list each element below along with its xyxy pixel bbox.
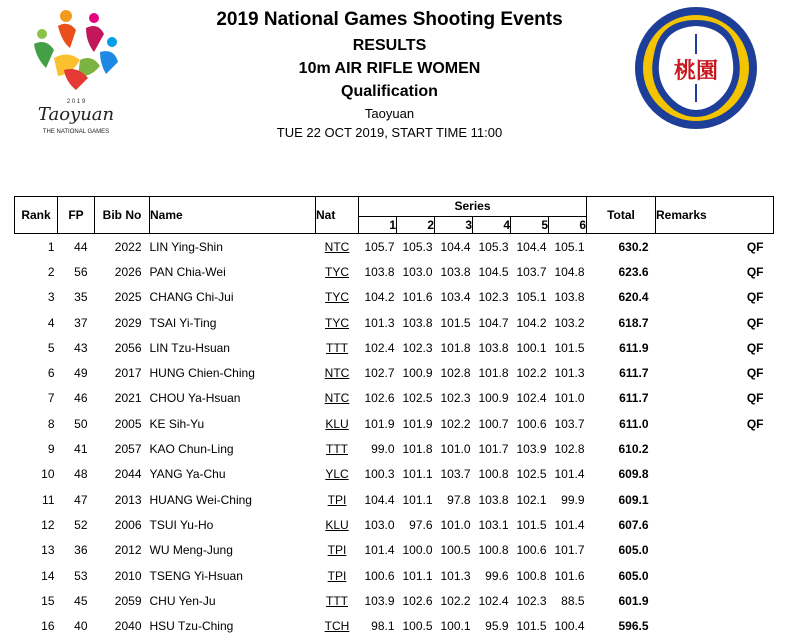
total-score: 611.7 [619,391,649,406]
nat-code: TTT [326,593,348,608]
series-score: 100.8 [478,467,509,482]
total-score: 611.9 [619,340,649,355]
venue: Taoyuan [364,106,415,121]
series-score: 101.9 [364,416,395,431]
date-time: TUE 22 OCT 2019, START TIME 11:00 [276,125,503,140]
nat-code-cell [316,335,359,360]
series-score: 95.9 [485,619,509,634]
nat-code-cell [316,563,359,588]
rank: 8 [47,416,55,431]
series-score: 101.5 [516,517,547,532]
document-subtitle: RESULTS [352,37,427,54]
remarks: QF [746,391,764,406]
firing-point: 37 [74,315,88,330]
nat-code: YLC [325,467,349,482]
rank: 15 [41,593,55,608]
remarks: QF [746,340,764,355]
firing-point: 49 [74,366,88,381]
total-score: 605.0 [618,568,649,583]
firing-point: 41 [74,442,88,457]
series-score: 102.2 [516,366,547,381]
table-row [15,563,774,588]
total-score: 607.6 [618,517,649,532]
results-table [14,196,774,639]
series-score: 105.1 [516,290,547,305]
series-score: 103.8 [478,492,509,507]
athlete-name: HUANG Wei-Ching [149,492,252,507]
table-row [15,285,774,310]
athlete-name: TSAI Yi-Ting [149,315,217,330]
table-row [15,411,774,436]
bib-no: 2029 [114,315,142,330]
series-score: 100.5 [402,619,433,634]
series-score: 102.2 [440,416,471,431]
series-num: 4 [473,216,511,233]
series-score: 105.7 [364,239,395,254]
bib-no: 2006 [114,517,142,532]
nat-code: NTC [324,391,350,406]
remarks [656,563,774,588]
series-score: 100.1 [516,340,547,355]
firing-point: 44 [74,239,88,254]
nat-code: NTC [324,366,350,381]
series-score: 100.0 [402,543,433,558]
remarks [656,462,774,487]
series-score: 99.0 [371,442,395,457]
nat-code: TPI [327,568,347,583]
series-score: 102.3 [478,290,509,305]
series-score: 100.9 [478,391,509,406]
nat-code: KLU [325,416,349,431]
firing-point: 40 [74,619,88,634]
nat-code-cell [316,310,359,335]
nat-code-cell [316,259,359,284]
series-score: 102.6 [364,391,395,406]
nat-code: NTC [324,239,350,254]
col-series: Series [359,197,587,217]
series-score: 103.8 [554,290,585,305]
series-score: 105.1 [554,239,585,254]
firing-point: 56 [74,264,88,279]
table-row [15,512,774,537]
remarks: QF [746,366,764,381]
series-score: 103.9 [364,593,395,608]
series-score: 101.5 [440,315,471,330]
firing-point: 36 [74,543,88,558]
remarks: QF [746,315,764,330]
logo-city: Taoyuan [37,104,115,125]
total-score: 618.7 [618,315,649,330]
series-score: 101.1 [402,492,433,507]
table-row [15,259,774,284]
remarks: QF [746,239,764,254]
rank: 6 [47,366,55,381]
bib-no: 2044 [114,467,142,482]
rank: 9 [47,442,55,457]
nat-code: TCH [324,619,350,634]
nat-code-cell [316,234,359,260]
table-row [15,234,774,260]
athlete-name: CHOU Ya-Hsuan [149,391,241,406]
nat-code: TPI [327,492,347,507]
athlete-name: KAO Chun-Ling [149,442,234,457]
firing-point: 46 [74,391,88,406]
firing-point: 45 [74,593,88,608]
table-row [15,335,774,360]
total-score: 611.0 [619,416,649,431]
series-score: 101.3 [440,568,471,583]
series-score: 103.8 [364,264,395,279]
logo-year: 2 0 1 9 [66,99,86,105]
series-num: 5 [511,216,549,233]
series-score: 88.5 [561,593,585,608]
nat-code: TYC [325,315,349,330]
series-score: 103.2 [554,315,585,330]
rank: 10 [41,467,55,482]
rank: 2 [47,264,55,279]
bib-no: 2010 [114,568,142,583]
bib-no: 2012 [114,543,142,558]
table-row [15,386,774,411]
series-score: 102.5 [402,391,433,406]
athlete-name: HSU Tzu-Ching [149,619,234,634]
athlete-name: LIN Tzu-Hsuan [149,340,230,355]
series-score: 100.6 [364,568,395,583]
nat-code-cell [316,285,359,310]
series-score: 103.7 [516,264,547,279]
nat-code-cell [316,462,359,487]
results-body [15,234,774,639]
series-score: 101.7 [554,543,585,558]
total-score: 623.6 [618,264,649,279]
total-score: 611.7 [619,366,649,381]
nat-code: KLU [325,517,349,532]
series-score: 100.3 [364,467,395,482]
series-score: 103.9 [516,442,547,457]
remarks [656,613,774,638]
athlete-name: CHU Yen-Ju [149,593,216,608]
col-bib: Bib No [95,197,150,234]
remarks: QF [746,290,764,305]
series-score: 100.5 [440,543,471,558]
series-score: 101.5 [554,340,585,355]
firing-point: 48 [74,467,88,482]
table-row [15,436,774,461]
series-score: 101.0 [440,517,471,532]
rank: 3 [47,290,55,305]
bib-no: 2021 [114,391,142,406]
bib-no: 2017 [114,366,142,381]
emblem-text: 桃園 [673,59,719,84]
total-score: 596.5 [618,619,649,634]
nat-code-cell [316,538,359,563]
nat-code-cell [316,360,359,385]
series-score: 103.4 [440,290,471,305]
series-score: 103.8 [440,264,471,279]
total-score: 609.8 [618,467,649,482]
series-score: 102.6 [402,593,433,608]
table-row [15,360,774,385]
series-score: 102.7 [364,366,395,381]
table-row [15,538,774,563]
series-score: 101.0 [440,442,471,457]
nat-code-cell [316,588,359,613]
series-score: 100.8 [478,543,509,558]
logo-caption: THE NATIONAL GAMES [42,129,110,135]
athlete-name: TSENG Yi-Hsuan [149,568,243,583]
col-name: Name [150,197,316,234]
series-score: 101.8 [402,442,433,457]
nat-code-cell [316,613,359,638]
rank: 1 [47,239,55,254]
series-score: 102.4 [364,340,395,355]
series-score: 103.0 [364,517,395,532]
series-score: 104.7 [478,315,509,330]
nat-code: TTT [326,442,348,457]
athlete-name: PAN Chia-Wei [149,264,226,279]
event-name: 10m AIR RIFLE WOMEN [298,60,481,77]
bib-no: 2025 [114,290,142,305]
athlete-name: KE Sih-Yu [149,416,205,431]
series-score: 102.2 [440,593,471,608]
series-score: 101.1 [402,568,433,583]
athlete-name: YANG Ya-Chu [149,467,226,482]
col-rank: Rank [15,197,58,234]
series-score: 101.8 [440,340,471,355]
series-score: 101.7 [478,442,509,457]
document-title: 2019 National Games Shooting Events [216,9,563,30]
rank: 16 [41,619,55,634]
bib-no: 2056 [114,340,142,355]
col-nat: Nat [316,197,359,234]
athlete-name: TSUI Yu-Ho [149,517,214,532]
bib-no: 2026 [114,264,142,279]
series-score: 100.4 [554,619,585,634]
nat-code-cell [316,411,359,436]
series-score: 97.6 [409,517,433,532]
series-score: 97.8 [447,492,471,507]
series-score: 102.8 [440,366,471,381]
rank: 7 [47,391,55,406]
remarks [656,538,774,563]
table-row [15,588,774,613]
rank: 13 [41,543,55,558]
table-row [15,613,774,638]
series-score: 103.7 [440,467,471,482]
series-score: 102.5 [516,467,547,482]
series-score: 102.3 [402,340,433,355]
series-score: 103.8 [478,340,509,355]
bib-no: 2005 [114,416,142,431]
nat-code-cell [316,487,359,512]
series-num: 6 [549,216,587,233]
col-remarks: Remarks [656,197,774,234]
event-phase: Qualification [341,83,438,100]
series-score: 105.3 [478,239,509,254]
series-score: 101.8 [478,366,509,381]
firing-point: 43 [74,340,88,355]
series-score: 99.6 [485,568,509,583]
total-score: 601.9 [618,593,649,608]
table-row [15,487,774,512]
col-total: Total [587,197,656,234]
rank: 12 [41,517,55,532]
col-fp: FP [58,197,95,234]
series-score: 101.4 [554,467,585,482]
series-score: 101.1 [402,467,433,482]
series-score: 101.9 [402,416,433,431]
athlete-name: CHANG Chi-Jui [149,290,234,305]
nat-code-cell [316,436,359,461]
total-score: 620.4 [618,290,649,305]
rank: 4 [47,315,55,330]
series-score: 102.1 [516,492,547,507]
series-score: 102.8 [554,442,585,457]
series-score: 104.4 [364,492,395,507]
series-num: 1 [359,216,397,233]
series-score: 104.2 [516,315,547,330]
series-score: 105.3 [402,239,433,254]
table-row [15,310,774,335]
firing-point: 35 [74,290,88,305]
series-score: 101.0 [554,391,585,406]
series-score: 100.8 [516,568,547,583]
bib-no: 2013 [114,492,142,507]
series-score: 101.6 [554,568,585,583]
firing-point: 50 [74,416,88,431]
remarks [656,436,774,461]
series-score: 101.6 [402,290,433,305]
remarks [656,588,774,613]
firing-point: 53 [74,568,88,583]
series-score: 102.4 [516,391,547,406]
remarks [656,512,774,537]
series-score: 103.7 [554,416,585,431]
series-score: 104.4 [440,239,471,254]
nat-code: TYC [325,264,349,279]
series-score: 101.5 [516,619,547,634]
nat-code: TPI [327,543,347,558]
table-header-row [15,197,774,217]
nat-code: TTT [326,340,348,355]
bib-no: 2059 [114,593,142,608]
total-score: 610.2 [618,442,649,457]
total-score: 609.1 [618,492,649,507]
series-score: 102.4 [478,593,509,608]
series-score: 101.4 [364,543,395,558]
firing-point: 52 [74,517,88,532]
table-row [15,462,774,487]
series-score: 100.6 [516,543,547,558]
nat-code: TYC [325,290,349,305]
athlete-name: HUNG Chien-Ching [149,366,255,381]
series-score: 104.2 [364,290,395,305]
series-score: 102.3 [440,391,471,406]
athlete-name: WU Meng-Jung [149,543,233,558]
rank: 5 [47,340,55,355]
series-score: 101.3 [364,315,395,330]
remarks: QF [746,264,764,279]
athlete-name: LIN Ying-Shin [149,239,223,254]
rank: 11 [42,492,55,507]
remarks: QF [746,416,764,431]
series-score: 103.1 [478,517,509,532]
rank: 14 [41,568,55,583]
series-score: 104.4 [516,239,547,254]
total-score: 605.0 [618,543,649,558]
remarks [656,487,774,512]
series-score: 100.6 [516,416,547,431]
series-score: 100.7 [478,416,509,431]
series-num: 2 [397,216,435,233]
series-score: 98.1 [371,619,395,634]
bib-no: 2022 [114,239,142,254]
series-score: 101.3 [554,366,585,381]
series-score: 103.8 [402,315,433,330]
series-num: 3 [435,216,473,233]
nat-code-cell [316,512,359,537]
series-score: 101.4 [554,517,585,532]
nat-code-cell [316,386,359,411]
series-score: 102.3 [516,593,547,608]
series-score: 103.0 [402,264,433,279]
total-score: 630.2 [618,239,649,254]
series-score: 104.5 [478,264,509,279]
series-score: 100.9 [402,366,433,381]
series-score: 100.1 [440,619,471,634]
series-score: 99.9 [561,492,585,507]
bib-no: 2040 [114,619,142,634]
firing-point: 47 [74,492,88,507]
series-score: 104.8 [554,264,585,279]
bib-no: 2057 [114,442,142,457]
